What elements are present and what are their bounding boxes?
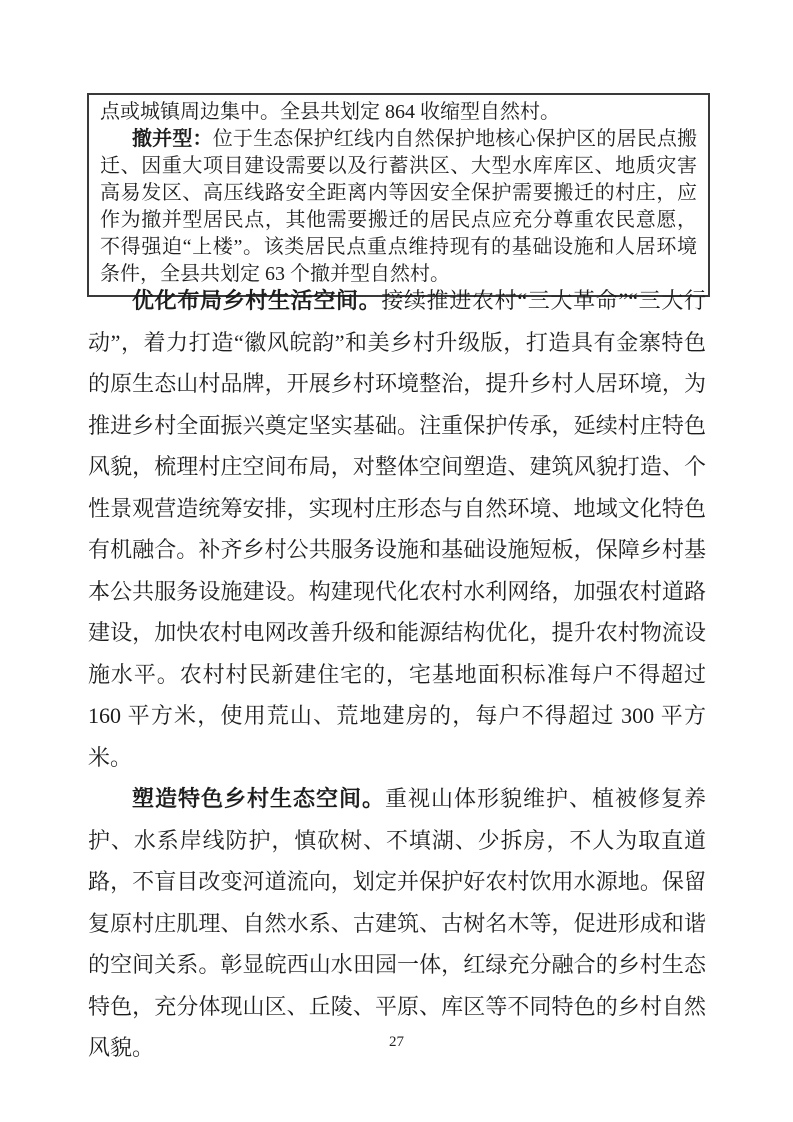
paragraph-body: 接续推进农村“三大革命”“三大行动”，着力打造“徽风皖韵”和美乡村升级版，打造具有金寨特色的原生态山村品牌，开展乡村环境整治，提升乡村人居环境，为推进乡村全面振兴奠定坚实基础。注重保护传承，延续村庄特色风貌，梳理村庄空间布局，对整体空间塑造、建筑风貌打造、个性景观营造统筹安排，实现村庄形态与自然环境、地域文化特色有机融合。补齐乡村公共服务设施和基础设施短板，保障乡村基本公共服务设施建设。构建现代化农村水利网络，加强农村道路建设，加快农村电网改善升级和能源结构优化，提升农村物流设施水平。农村村民新建住宅的，宅基地面积标准每户不得超过 160 平方米，使用荒山、荒地建房的，每户不得超过 300 平方米。 bbox=[88, 288, 706, 770]
callout-term-body: 位于生态保护红线内自然保护地核心保护区的居民点搬迁、因重大项目建设需要以及行蓄洪区、大型水库库区、地质灾害高易发区、高压线路安全距离内等因安全保护需要搬迁的村庄，应作为撤并型居民点，其他需要搬迁的居民点应充分尊重农民意愿，不得强迫“上楼”。该类居民点重点维持现有的基础设施和人居环境条件，全县共划定 63 个撤并型自然村。 bbox=[100, 128, 698, 285]
callout-intro-line: 点或城镇周边集中。全县共划定 864 收缩型自然村。 bbox=[100, 101, 560, 123]
paragraph-lead: 塑造特色乡村生态空间。 bbox=[132, 786, 385, 811]
callout-term-label: 撤并型： bbox=[132, 128, 213, 150]
paragraph-shape-ecological-space bbox=[88, 778, 706, 1069]
callout-box bbox=[87, 93, 710, 297]
paragraph-optimize-living-space bbox=[88, 280, 706, 778]
callout-term-paragraph bbox=[100, 126, 697, 288]
page-number: 27 bbox=[389, 1034, 404, 1050]
document-body bbox=[88, 280, 706, 1069]
paragraph-body: 重视山体形貌维护、植被修复养护、水系岸线防护，慎砍树、不填湖、少拆房，不人为取直道路，不盲目改变河道流向，划定并保护好农村饮用水源地。保留复原村庄肌理、自然水系、古建筑、古树名木等，促进形成和谐的空间关系。彰显皖西山水田园一体，红绿充分融合的乡村生态特色，充分体现山区、丘陵、平原、库区等不同特色的乡村自然风貌。 bbox=[88, 786, 706, 1060]
paragraph-lead: 优化布局乡村生活空间。 bbox=[132, 288, 382, 313]
